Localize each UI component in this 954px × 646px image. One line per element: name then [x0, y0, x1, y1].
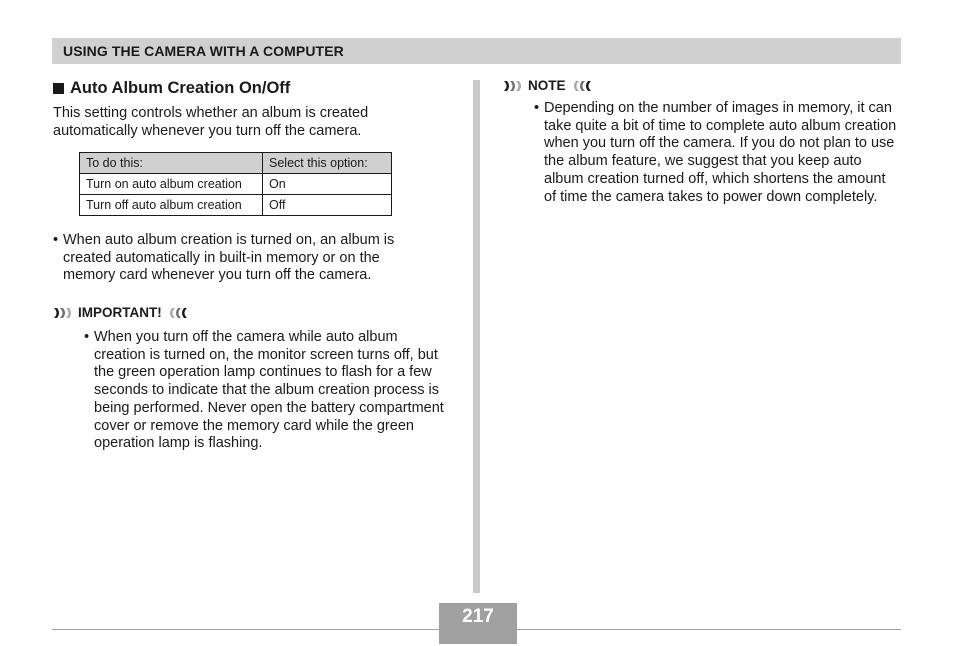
- options-table: [79, 152, 392, 216]
- important-label: IMPORTANT!: [78, 305, 162, 320]
- section-title: Auto Album Creation On/Off: [70, 79, 291, 97]
- note-item: [534, 100, 899, 206]
- table-row: [80, 195, 392, 216]
- note-label: NOTE: [528, 78, 566, 93]
- running-header-title: USING THE CAMERA WITH A COMPUTER: [63, 43, 344, 59]
- triple-arrow-right-icon: [53, 307, 73, 319]
- column-divider: [473, 80, 480, 593]
- bullet-icon: •: [53, 232, 59, 248]
- triple-arrow-left-icon: [572, 80, 592, 92]
- triple-arrow-right-icon: [503, 80, 523, 92]
- table-header-cell: To do this:: [80, 153, 263, 174]
- right-column: [503, 78, 901, 205]
- black-square-icon: [53, 83, 64, 94]
- table-row: [80, 174, 392, 195]
- note-heading: [503, 78, 901, 94]
- table-header-cell: Select this option:: [263, 153, 392, 174]
- important-heading: [53, 305, 188, 321]
- table-cell: Turn on auto album creation: [80, 174, 263, 195]
- bullet-icon: •: [84, 329, 90, 345]
- list-item: [53, 232, 433, 285]
- intro-paragraph: This setting controls whether an album is created automatically whenever you turn off the camera.: [53, 105, 369, 139]
- bullet-icon: •: [534, 100, 540, 116]
- table-cell: Off: [263, 195, 392, 216]
- important-item-text: When you turn off the camera while auto album creation is turned on, the monitor screen turns off, but the green operation lamp continues to flash for a few seconds to indicate that the album creation process is being performed. Never open the battery compartment cover or remove the memory card while the green operation lamp is flashing.: [94, 329, 444, 452]
- running-header: [52, 38, 901, 64]
- left-column: [53, 78, 453, 452]
- triple-arrow-left-icon: [168, 307, 188, 319]
- section-heading: [53, 78, 453, 98]
- list-item-text: When auto album creation is turned on, an album is created automatically in built-in memory or on the memory card whenever you turn off the camera.: [63, 232, 395, 284]
- table-cell: On: [263, 174, 392, 195]
- page-number-text: 217: [462, 606, 494, 627]
- note-item-text: Depending on the number of images in memory, it can take quite a bit of time to complete auto album creation when you turn off the camera. If you do not plan to use the album feature, we suggest that you keep auto album creation turned off, which shortens the amount of time the camera takes to power down completely.: [544, 100, 897, 205]
- table-cell: Turn off auto album creation: [80, 195, 263, 216]
- important-item: [84, 329, 449, 453]
- table-header-row: [80, 153, 392, 174]
- page-number: [439, 603, 517, 644]
